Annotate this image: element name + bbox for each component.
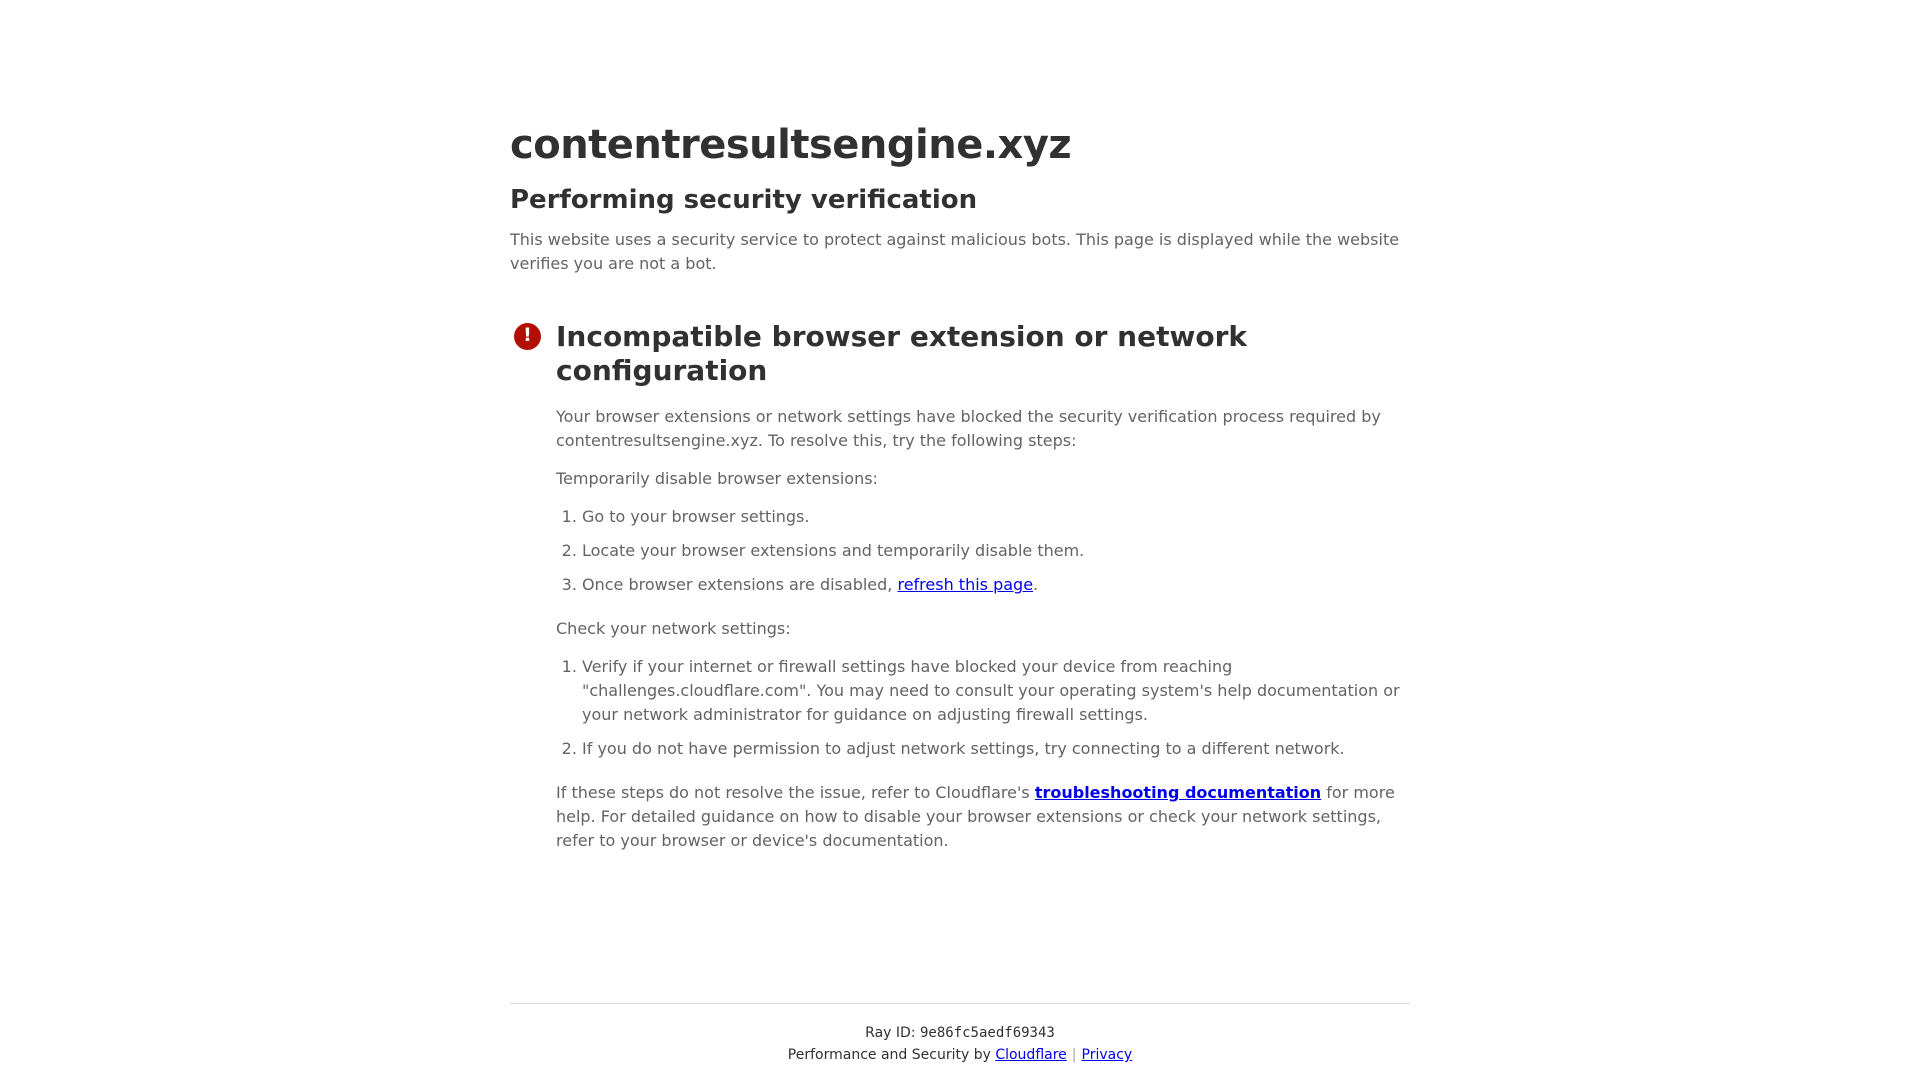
step-text: Verify if your internet or firewall settings have blocked your device from reaching "challenges.cloudflare.com". You may need to consult your operating system's help documentation or your network administrator for guidance on adjusting firewall settings. (582, 657, 1400, 725)
ray-id-label: Ray ID: (865, 1025, 916, 1041)
error-intro-text: Your browser extensions or network settings have blocked the security verification process required by contentresultsengine.xyz. To resolve this, try the following steps: (556, 407, 1381, 451)
closing-prefix: If these steps do not resolve the issue, refer to Cloudflare's (556, 783, 1035, 803)
step-text: If you do not have permission to adjust network settings, try connecting to a different network. (582, 739, 1345, 759)
step-text: Once browser extensions are disabled, (582, 575, 898, 595)
intro-text: This website uses a security service to protect against malicious bots. This page is displayed while the website verifies you are not a bot. (510, 230, 1400, 274)
refresh-page-link[interactable]: refresh this page (897, 575, 1034, 595)
exclamation-circle-icon (514, 323, 541, 350)
page-subtitle: Performing security verification (510, 185, 978, 215)
list-item (582, 505, 1410, 529)
step-text: Go to your browser settings. (582, 507, 810, 527)
error-body (556, 405, 1410, 853)
error-title: Incompatible browser extension or network configuration (556, 320, 1248, 387)
error-section (510, 320, 1410, 853)
site-domain-heading: contentresultsengine.xyz (510, 122, 1072, 168)
ray-id-line (510, 1024, 1410, 1042)
list-item (582, 573, 1410, 597)
step-text: Locate your browser extensions and temporarily disable them. (582, 541, 1085, 561)
exclamation-glyph: ! (523, 324, 532, 347)
list-item (582, 539, 1410, 563)
network-heading: Check your network settings: (556, 619, 791, 639)
performance-text: Performance and Security by (787, 1047, 991, 1063)
troubleshooting-link[interactable]: troubleshooting documentation (1034, 783, 1322, 803)
cloudflare-link[interactable]: Cloudflare (995, 1047, 1067, 1063)
network-steps-list (556, 655, 1410, 761)
closing-text (556, 781, 1410, 853)
closing-suffix: for more help. For detailed guidance on how to disable your browser extensions or check your network settings, refer to your browser or device's documentation. (556, 783, 1395, 851)
footer-separator: | (1071, 1047, 1077, 1063)
privacy-link[interactable]: Privacy (1081, 1047, 1133, 1063)
extensions-heading: Temporarily disable browser extensions: (556, 469, 878, 489)
list-item (582, 737, 1410, 761)
step-text: . (1033, 575, 1039, 595)
footer-divider (510, 1003, 1410, 1004)
footer (510, 1003, 1410, 1080)
ray-id-value: 9e86fc5aedf69343 (919, 1025, 1055, 1041)
security-line (510, 1046, 1410, 1064)
extensions-steps-list (556, 505, 1410, 597)
main-content (510, 0, 1410, 1003)
list-item (582, 655, 1410, 727)
